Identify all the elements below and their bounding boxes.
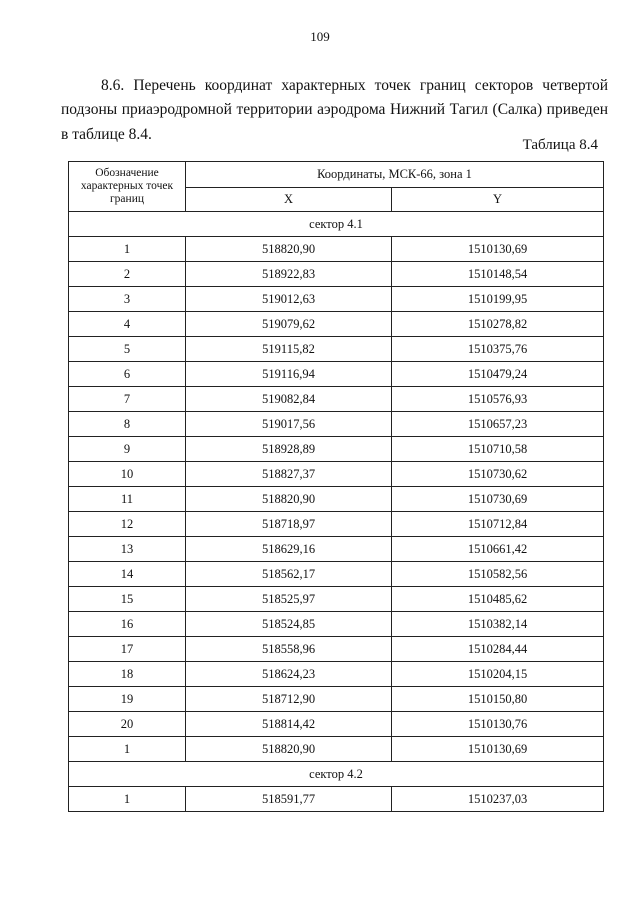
x-coordinate-cell: 519115,82 [186,337,392,362]
section-title: сектор 4.2 [69,762,604,787]
point-id-cell: 17 [69,637,186,662]
y-coordinate-cell: 1510582,56 [392,562,604,587]
x-coordinate-cell: 518827,37 [186,462,392,487]
x-coordinate-cell: 518562,17 [186,562,392,587]
x-coordinate-cell: 518718,97 [186,512,392,537]
y-coordinate-cell: 1510284,44 [392,637,604,662]
point-id-cell: 1 [69,237,186,262]
table-row [69,237,604,262]
y-coordinate-cell: 1510278,82 [392,312,604,337]
x-coordinate-cell: 518624,23 [186,662,392,687]
y-coordinate-cell: 1510148,54 [392,262,604,287]
table-row [69,612,604,637]
x-coordinate-cell: 518814,42 [186,712,392,737]
point-id-cell: 15 [69,587,186,612]
x-coordinate-cell: 518928,89 [186,437,392,462]
y-coordinate-cell: 1510479,24 [392,362,604,387]
y-coordinate-cell: 1510730,62 [392,462,604,487]
table-row [69,437,604,462]
y-coordinate-cell: 1510657,23 [392,412,604,437]
table-row [69,262,604,287]
point-id-cell: 6 [69,362,186,387]
table-row [69,587,604,612]
y-coordinate-cell: 1510375,76 [392,337,604,362]
point-id-cell: 13 [69,537,186,562]
point-id-cell: 14 [69,562,186,587]
table-row [69,412,604,437]
point-id-cell: 11 [69,487,186,512]
section-row [69,212,604,237]
table-row [69,787,604,812]
y-coordinate-cell: 1510712,84 [392,512,604,537]
table-row [69,337,604,362]
point-id-cell: 16 [69,612,186,637]
x-coordinate-cell: 518524,85 [186,612,392,637]
table-row [69,537,604,562]
y-coordinate-cell: 1510730,69 [392,487,604,512]
table-caption: Таблица 8.4 [522,137,598,153]
point-id-cell: 1 [69,787,186,812]
point-id-cell: 10 [69,462,186,487]
table-row [69,687,604,712]
point-id-cell: 1 [69,737,186,762]
table-row [69,512,604,537]
table-row [69,312,604,337]
point-id-cell: 18 [69,662,186,687]
x-coordinate-cell: 519116,94 [186,362,392,387]
point-id-cell: 12 [69,512,186,537]
point-id-cell: 7 [69,387,186,412]
y-coordinate-cell: 1510130,69 [392,737,604,762]
y-coordinate-cell: 1510130,69 [392,237,604,262]
page-number: 109 [310,29,330,44]
point-id-cell: 3 [69,287,186,312]
header-coordinates: Координаты, МСК-66, зона 1 [186,162,604,188]
table-row [69,637,604,662]
table-row [69,712,604,737]
point-id-cell: 8 [69,412,186,437]
x-coordinate-cell: 518591,77 [186,787,392,812]
coordinates-table [68,161,604,812]
point-id-cell: 9 [69,437,186,462]
intro-paragraph: 8.6. Перечень координат характерных точек границ секторов четвертой подзоны приаэродромной территории аэродрома Нижний Тагил (Салка) приведен в таблице 8.4. [61,76,608,143]
y-coordinate-cell: 1510199,95 [392,287,604,312]
x-coordinate-cell: 518820,90 [186,237,392,262]
section-row [69,762,604,787]
y-coordinate-cell: 1510237,03 [392,787,604,812]
table-body [69,212,604,812]
point-id-cell: 19 [69,687,186,712]
x-coordinate-cell: 519012,63 [186,287,392,312]
y-coordinate-cell: 1510710,58 [392,437,604,462]
table-row [69,487,604,512]
x-coordinate-cell: 518525,97 [186,587,392,612]
x-coordinate-cell: 518922,83 [186,262,392,287]
table-row [69,287,604,312]
section-title: сектор 4.1 [69,212,604,237]
y-coordinate-cell: 1510204,15 [392,662,604,687]
point-id-cell: 4 [69,312,186,337]
y-coordinate-cell: 1510576,93 [392,387,604,412]
header-point-id: Обозначение характерных точек границ [69,162,186,212]
table-row [69,387,604,412]
table-row [69,562,604,587]
x-coordinate-cell: 519082,84 [186,387,392,412]
x-coordinate-cell: 518820,90 [186,487,392,512]
x-coordinate-cell: 518629,16 [186,537,392,562]
x-coordinate-cell: 518558,96 [186,637,392,662]
y-coordinate-cell: 1510485,62 [392,587,604,612]
table-row [69,362,604,387]
y-coordinate-cell: 1510130,76 [392,712,604,737]
point-id-cell: 2 [69,262,186,287]
table-row [69,737,604,762]
y-coordinate-cell: 1510150,80 [392,687,604,712]
x-coordinate-cell: 518712,90 [186,687,392,712]
table-row [69,662,604,687]
table-row [69,462,604,487]
point-id-cell: 20 [69,712,186,737]
x-coordinate-cell: 519017,56 [186,412,392,437]
y-coordinate-cell: 1510661,42 [392,537,604,562]
header-y: Y [392,188,604,212]
point-id-cell: 5 [69,337,186,362]
x-coordinate-cell: 518820,90 [186,737,392,762]
x-coordinate-cell: 519079,62 [186,312,392,337]
header-x: X [186,188,392,212]
y-coordinate-cell: 1510382,14 [392,612,604,637]
